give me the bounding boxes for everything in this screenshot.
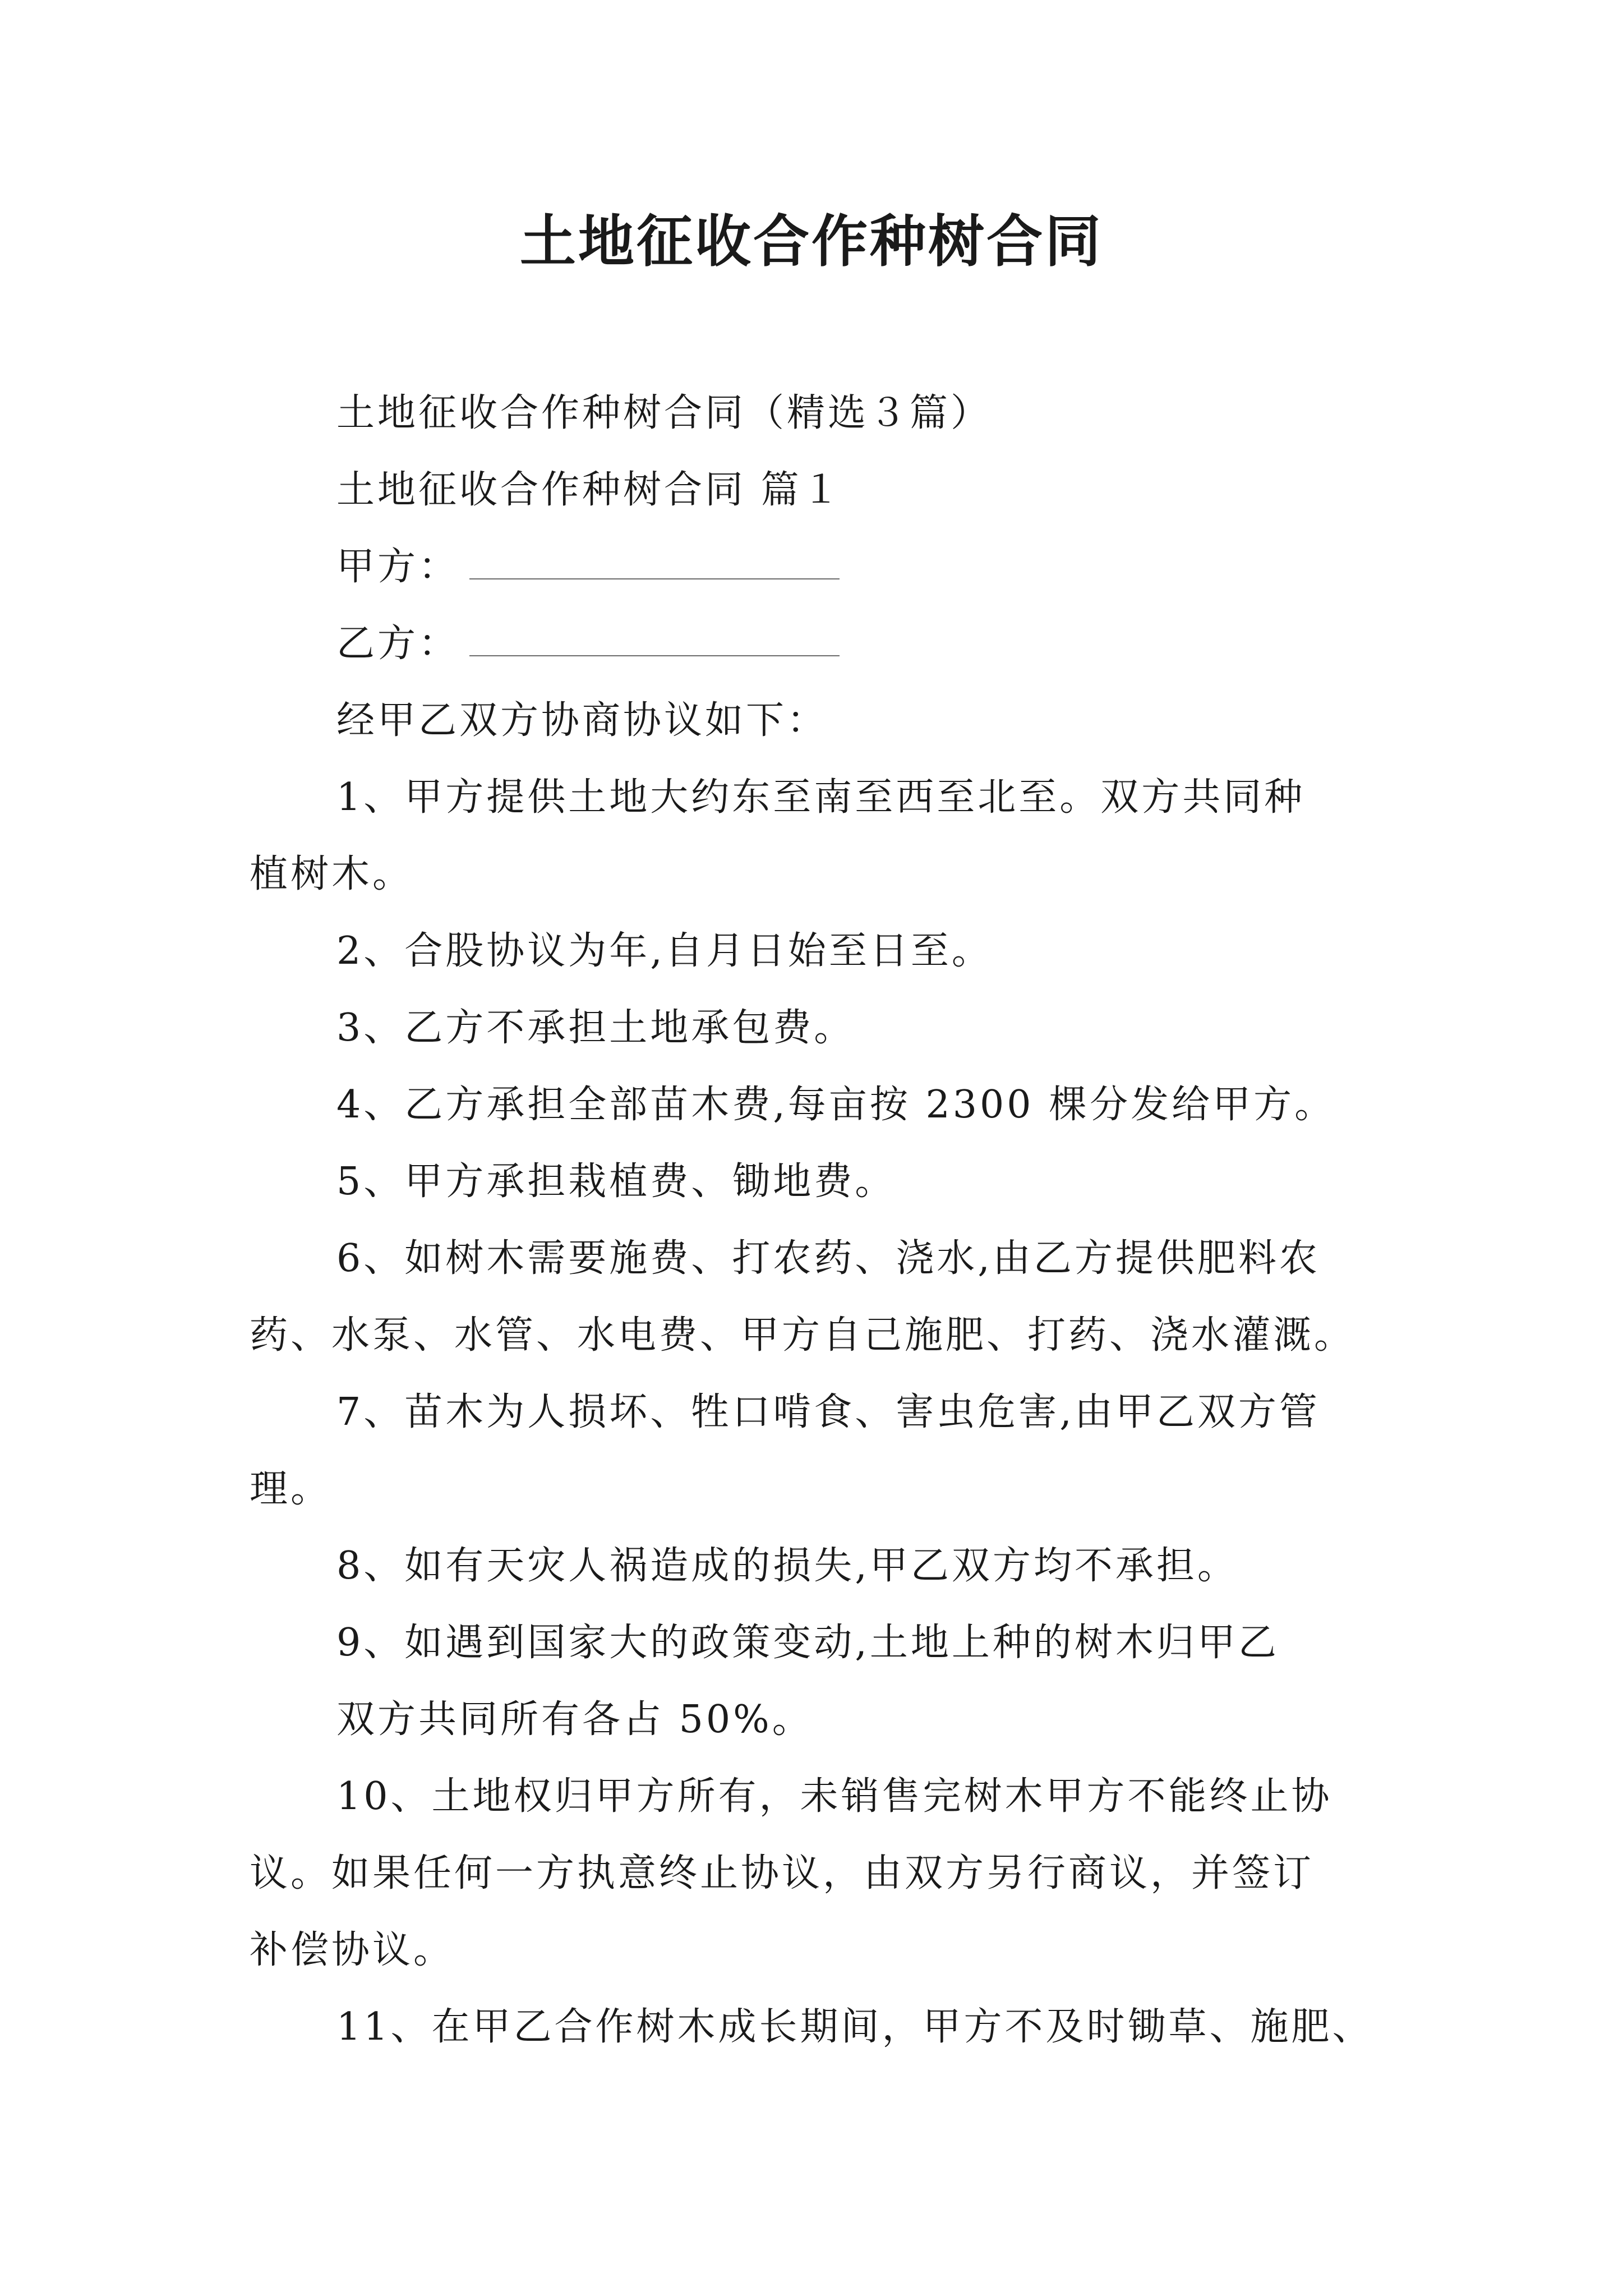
line-text: 8、如有天灾人祸造成的损失,甲乙双方均不承担。 bbox=[336, 1544, 1238, 1588]
line-text: 理。 bbox=[250, 1467, 332, 1511]
line-text: 3、乙方不承担土地承包费。 bbox=[336, 1006, 855, 1050]
line-text: 土地征收合作种树合同（精选３篇） bbox=[336, 391, 992, 435]
paragraph-line bbox=[250, 759, 1394, 836]
paragraph-line bbox=[250, 1989, 1394, 2065]
line-text: 乙方： bbox=[336, 622, 460, 666]
line-text: 药、水泵、水管、水电费、甲方自己施肥、打药、浇水灌溉。 bbox=[250, 1313, 1355, 1358]
line-text: 土地征收合作种树合同 篇１ bbox=[336, 468, 843, 512]
paragraph-line bbox=[250, 452, 1394, 528]
paragraph-line bbox=[250, 836, 1394, 913]
document-body bbox=[250, 375, 1394, 2065]
line-text: 10、土地权归甲方所有，未销售完树木甲方不能终止协 bbox=[336, 1774, 1332, 1819]
paragraph-line bbox=[250, 1758, 1394, 1835]
line-text: 1、甲方提供土地大约东至南至西至北至。双方共同种 bbox=[336, 775, 1306, 820]
document-title: 土地征收合作种树合同 bbox=[520, 208, 1103, 274]
paragraph-line bbox=[250, 1297, 1394, 1374]
paragraph-line bbox=[250, 682, 1394, 759]
paragraph-line bbox=[250, 1681, 1394, 1758]
party-field-line bbox=[250, 528, 1394, 605]
line-text: 6、如树木需要施费、打农药、浇水,由乙方提供肥料农 bbox=[336, 1236, 1320, 1281]
line-text: 5、甲方承担栽植费、锄地费。 bbox=[336, 1159, 896, 1204]
line-text: 11、在甲乙合作树木成长期间，甲方不及时锄草、施肥、 bbox=[336, 2005, 1373, 2049]
line-text: 9、如遇到国家大的政策变动,土地上种的树木归甲乙 bbox=[336, 1621, 1279, 1665]
paragraph-line bbox=[250, 1451, 1394, 1527]
line-text: 2、合股协议为年,自月日始至日至。 bbox=[336, 929, 993, 973]
paragraph-line bbox=[250, 913, 1394, 990]
paragraph-line bbox=[250, 1220, 1394, 1297]
paragraph-line bbox=[250, 375, 1394, 452]
party-field-line bbox=[250, 605, 1394, 682]
paragraph-line bbox=[250, 1604, 1394, 1681]
paragraph-line bbox=[250, 1912, 1394, 1989]
paragraph-line bbox=[250, 1374, 1394, 1451]
paragraph-line bbox=[250, 1835, 1394, 1912]
paragraph-line bbox=[250, 1143, 1394, 1220]
paragraph-line bbox=[250, 990, 1394, 1066]
paragraph-line bbox=[250, 1066, 1394, 1143]
line-text: 4、乙方承担全部苗木费,每亩按 2300 棵分发给甲方。 bbox=[336, 1083, 1336, 1127]
fill-in-blank bbox=[469, 653, 840, 656]
line-text: 议。如果任何一方执意终止协议，由双方另行商议，并签订 bbox=[250, 1851, 1315, 1895]
paragraph-line bbox=[250, 1527, 1394, 1604]
line-text: 甲方： bbox=[336, 545, 460, 589]
line-text: 7、苗木为人损坏、牲口啃食、害虫危害,由甲乙双方管 bbox=[336, 1390, 1320, 1434]
line-text: 双方共同所有各占 50%。 bbox=[336, 1697, 813, 1742]
fill-in-blank bbox=[469, 576, 840, 579]
line-text: 经甲乙双方协商协议如下： bbox=[336, 698, 828, 743]
line-text: 植树木。 bbox=[250, 852, 414, 896]
line-text: 补偿协议。 bbox=[250, 1928, 455, 1972]
